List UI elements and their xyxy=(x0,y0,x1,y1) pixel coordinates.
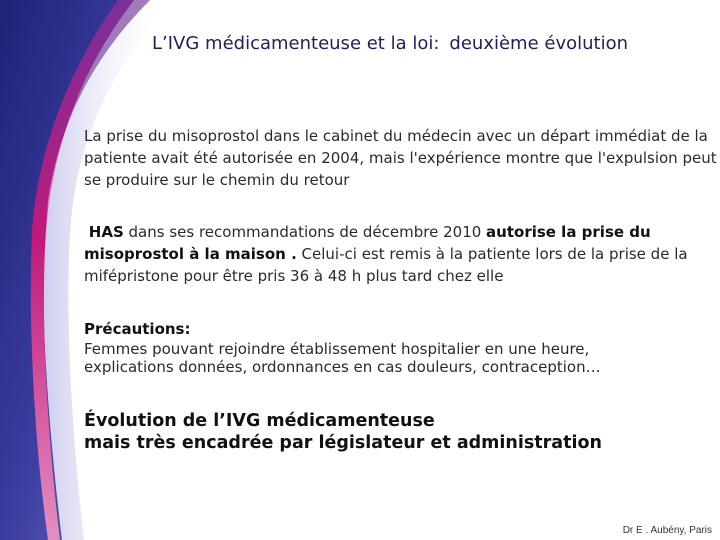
author-footer: Dr E . Aubény, Paris xyxy=(622,525,712,536)
title-part-1: L’IVG médicamenteuse et la loi: xyxy=(152,33,440,54)
has-label: HAS xyxy=(88,223,124,241)
paragraph-text: La prise du misoprostol dans le cabinet du médecin avec un départ immédiat de la patiente avait été autorisée en 2004, mais l'expérience montre que l'expulsion peut se produire sur le chemin du retour xyxy=(84,127,717,189)
highlight-text: autorise la prise du misoprostol à la maison . xyxy=(84,223,651,263)
precautions-line-1: Femmes pouvant rejoindre établissement hospitalier en une heure, xyxy=(84,340,590,358)
paragraph-text: Celui-ci est remis à la patiente lors de la prise de la mifépristone pour être pris 36 à 48 h plus tard chez elle xyxy=(84,245,688,285)
paragraph-has-recommendation xyxy=(84,221,720,287)
paragraph-precautions xyxy=(84,318,720,376)
title-part-2: deuxième évolution xyxy=(449,33,629,54)
precautions-line-2: explications données, ordonnances en cas douleurs, contraception… xyxy=(84,358,601,376)
evolution-line-2: mais très encadrée par législateur et administration xyxy=(84,433,602,453)
paragraph-text: dans ses recommandations de décembre 2010 xyxy=(123,223,487,241)
paragraph-evolution xyxy=(84,410,720,454)
evolution-line-1: Évolution de l’IVG médicamenteuse xyxy=(84,411,435,431)
precautions-heading: Précautions: xyxy=(84,320,191,338)
page-title xyxy=(152,33,628,54)
paragraph-misoprostol-cabinet xyxy=(84,125,720,191)
